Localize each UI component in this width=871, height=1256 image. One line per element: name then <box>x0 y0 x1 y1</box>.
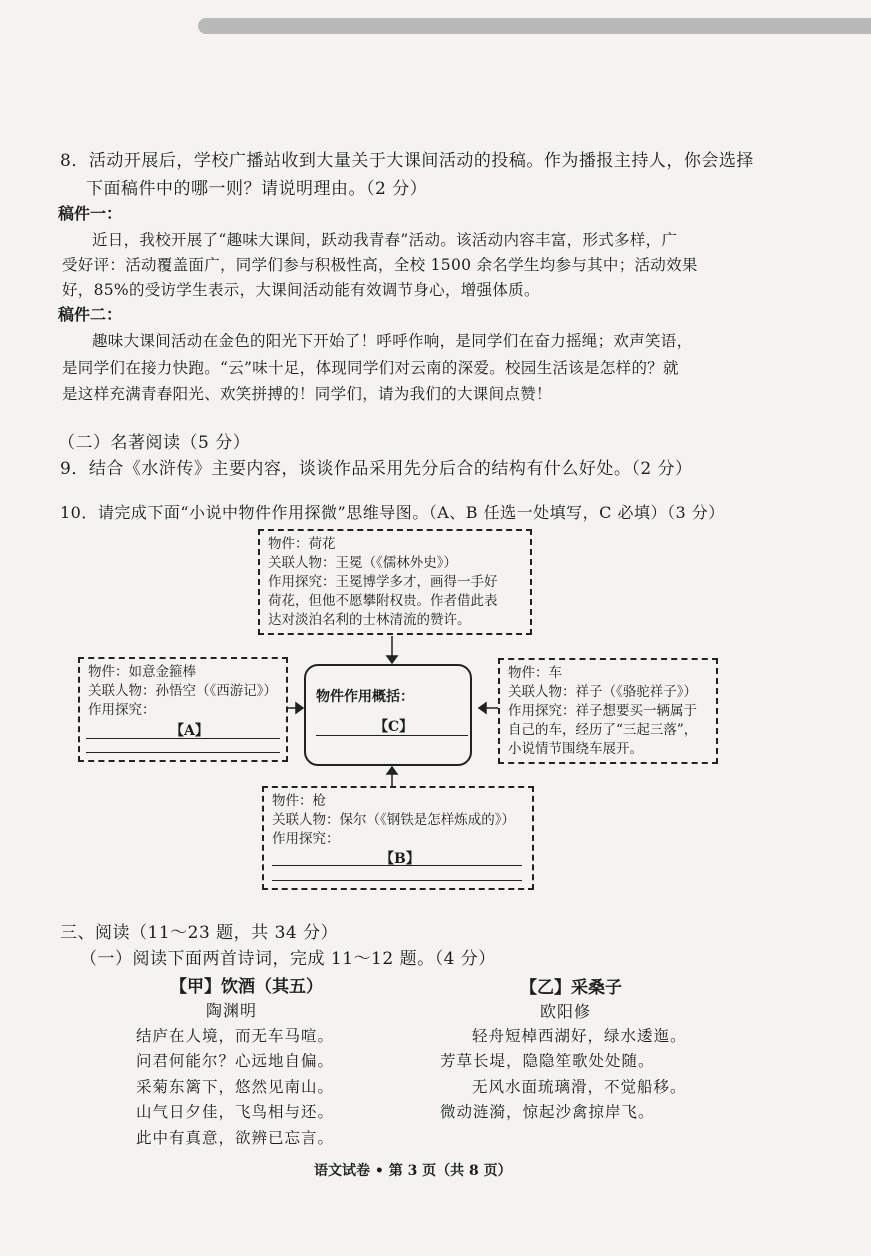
q10: 10．请完成下面“小说中物件作用探微”思维导图。（A、B 任选一处填写，C 必填）（3 分） <box>60 503 725 522</box>
top-person: 关联人物：王冕（《儒林外史》） <box>268 555 457 571</box>
bottom-person: 关联人物：保尔（《钢铁是怎样炼成的》） <box>272 812 515 828</box>
poem-a-line: 结庐在人境，而无车马喧。 <box>136 1027 335 1045</box>
poem-a-author: 陶渊明 <box>206 1001 258 1020</box>
center-tag: 【C】 <box>374 719 414 735</box>
right-object: 物件：车 <box>508 665 562 681</box>
draft2-line: 是这样充满青春阳光、欢笑拼搏的！同学们，请为我们的大课间点赞！ <box>62 385 552 403</box>
top-analysis: 荷花，但他不愿攀附权贵。作者借此表 <box>268 593 498 609</box>
poem-b-line: 芳草长堤，隐隐笙歌处处随。 <box>440 1052 655 1070</box>
right-analysis: 小说情节围绕车展开。 <box>508 741 643 757</box>
left-person: 关联人物：孙悟空（《西游记》） <box>88 683 277 699</box>
arrow-left-head <box>296 703 303 713</box>
top-analysis: 达对淡泊名利的士林清流的赞许。 <box>268 612 471 628</box>
poem-a-line: 问君何能尔？心远地自偏。 <box>136 1052 335 1070</box>
section2-heading: （二）名著阅读（5 分） <box>58 433 251 453</box>
arrow-right-head <box>479 703 486 713</box>
draft2-label: 稿件二： <box>58 305 123 324</box>
right-analysis: 作用探究：祥子想要买一辆属于 <box>508 703 697 719</box>
top-analysis: 作用探究：王冕博学多才，画得一手好 <box>268 574 498 590</box>
top-object: 物件：荷花 <box>268 536 336 552</box>
poem-b-title: 【乙】采桑子 <box>520 978 622 998</box>
arrow-top-head <box>387 656 397 663</box>
bottom-tag: 【B】 <box>380 851 420 867</box>
q9: 9．结合《水浒传》主要内容，谈谈作品采用先分后合的结构有什么好处。（2 分） <box>60 459 693 479</box>
draft1-line: 好，85%的受访学生表示，大课间活动能有效调节身心，增强体质。 <box>62 281 540 299</box>
poem-b-author: 欧阳修 <box>540 1002 592 1021</box>
left-object: 物件：如意金箍棒 <box>88 664 196 680</box>
poem-b-line: 微动涟漪，惊起沙禽掠岸飞。 <box>440 1103 655 1121</box>
right-person: 关联人物：祥子（《骆驼祥子》） <box>508 684 697 700</box>
poem-a-line: 山气日夕佳，飞鸟相与还。 <box>136 1103 335 1121</box>
draft1-line: 近日，我校开展了“趣味大课间，跃动我青春”活动。该活动内容丰富，形式多样，广 <box>92 231 678 249</box>
poem-b-line: 无风水面琉璃滑，不觉船移。 <box>472 1078 687 1096</box>
poem-a-title: 【甲】饮酒（其五） <box>170 977 323 997</box>
bottom-analysis: 作用探究： <box>272 831 340 847</box>
poem-a-line: 此中有真意，欲辨已忘言。 <box>136 1129 335 1147</box>
draft2-line: 是同学们在接力快跑。“云”味十足，体现同学们对云南的深爱。校园生活该是怎样的？就 <box>62 359 679 377</box>
page-footer: 语文试卷 • 第 3 页（共 8 页） <box>314 1163 512 1179</box>
section3-sub: （一）阅读下面两首诗词，完成 11～12 题。（4 分） <box>80 949 496 969</box>
left-analysis: 作用探究： <box>88 702 156 718</box>
q8-line2: 下面稿件中的哪一则？请说明理由。（2 分） <box>86 179 428 199</box>
poem-b-line: 轻舟短棹西湖好，绿水逶迤。 <box>472 1027 687 1045</box>
q8-line1: 8．活动开展后，学校广播站收到大量关于大课间活动的投稿。作为播报主持人，你会选择 <box>60 151 754 171</box>
poem-a-line: 采菊东篱下，悠然见南山。 <box>136 1078 335 1096</box>
right-analysis: 自己的车，经历了“三起三落”， <box>508 722 698 738</box>
arrow-bottom-head <box>387 767 397 774</box>
draft1-label: 稿件一： <box>58 204 123 223</box>
draft2-line: 趣味大课间活动在金色的阳光下开始了！呼呼作响，是同学们在奋力摇绳；欢声笑语， <box>92 332 693 350</box>
left-tag: 【A】 <box>170 723 209 739</box>
center-label: 物件作用概括： <box>316 689 414 705</box>
draft1-line: 受好评：活动覆盖面广，同学们参与积极性高，全校 1500 余名学生均参与其中；活动效果 <box>62 256 698 274</box>
section3-heading: 三、阅读（11～23 题，共 34 分） <box>60 923 339 943</box>
bottom-object: 物件：枪 <box>272 793 326 809</box>
